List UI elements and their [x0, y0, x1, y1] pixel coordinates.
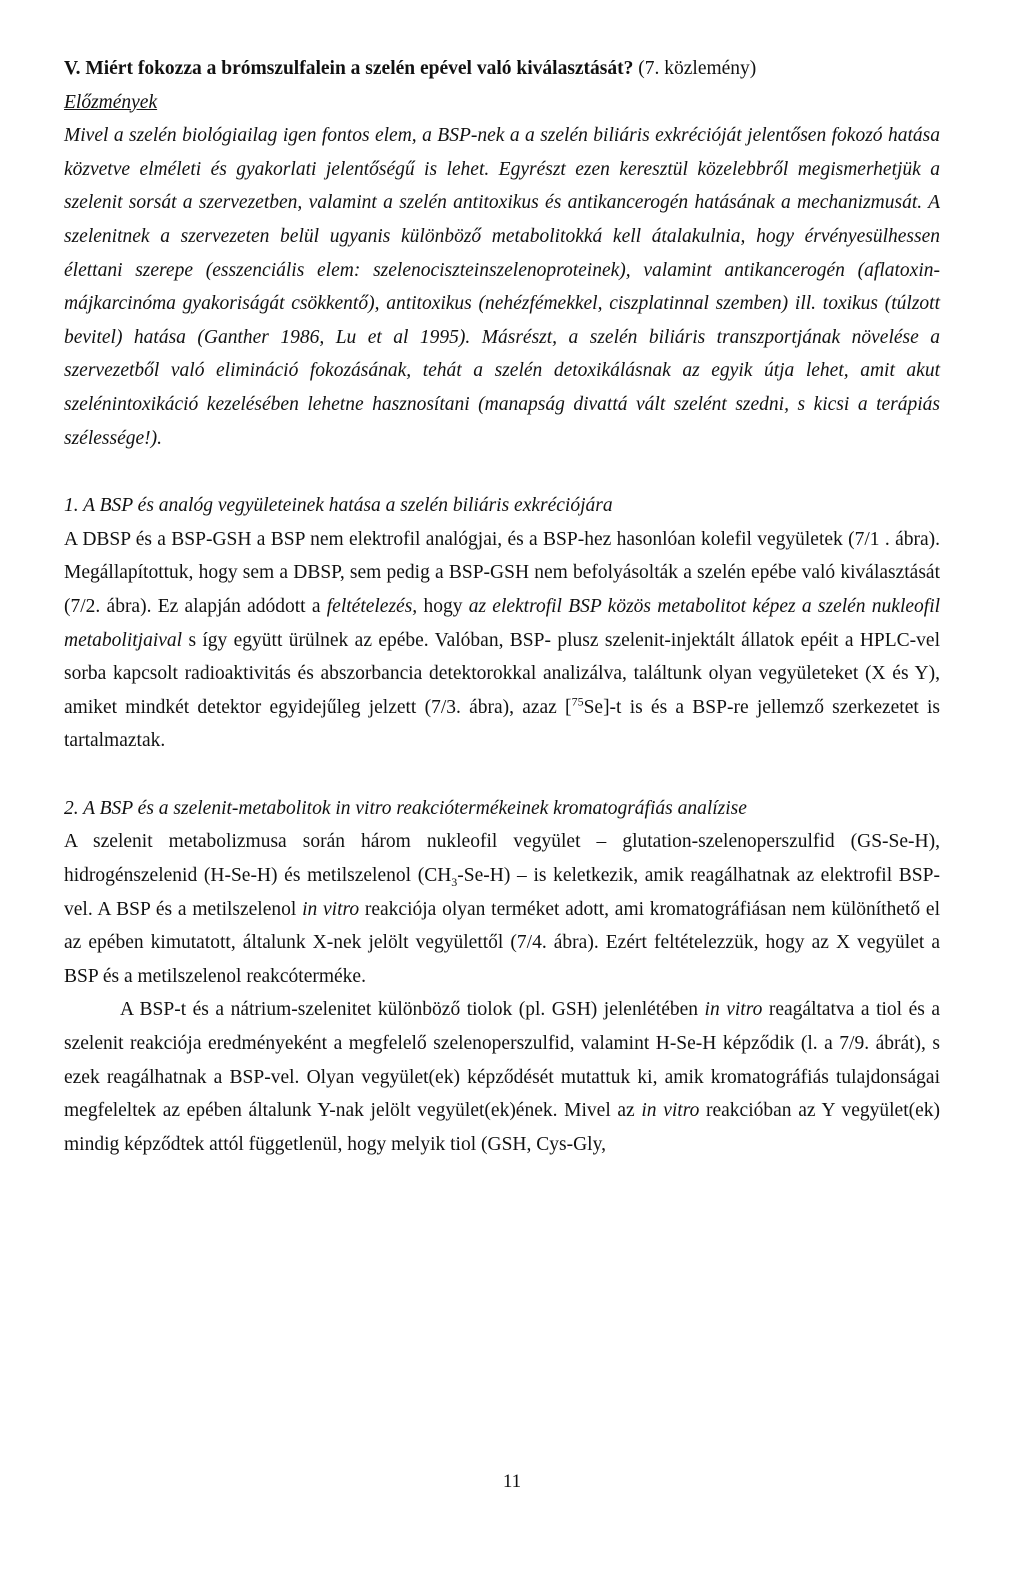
background-paragraph: Mivel a szelén biológiailag igen fontos elem, a BSP-nek a a szelén biliáris exkrécióját jelentősen fokozó hatása közvetve elméleti és gyakorlati jelentőségű is lehet. Egyrészt ezen keresztül közelebbről megismerhetjük a szelenit sorsát a szervezetben, valamint a szelén antitoxikus és antikancerogén hatásának a mechanizmusát. A szelenitnek a szervezeten belül ugyanis különböző metabolitokká kell átalakulnia, hogy érvényesülhessen élettani szerepe (esszenciális elem: szelenociszteinszelenoproteinek), valamint antikancerogén (aflatoxin-májkarcinóma gyakoriságát csökkentő), antitoxikus (nehézfémekkel, ciszplatinnal szemben) ill. toxikus (túlzott bevitel) hatása (Ganther 1986, Lu et al 1995). Másrészt, a szelén biliáris transzportjának növelése a szervezetből való elimináció fokozásának, tehát a szelén detoxikálásnak az egyik útja lehet, amit akut szelénintoxikáció kezelésében lehetne hasznosítani (manapság divattá vált szelént szedni, s kicsi a terápiás szélessége!). [64, 125, 940, 449]
page-number: 11 [502, 1471, 522, 1492]
section-1-text-e: s így együtt ürülnek az epébe. Valóban, BSP- plusz szelenit-injektált állatok epéit a HPLC-vel sorba kapcsolt radioaktivitás és abszorbancia detektorokkal analizálva, találtunk olyan vegyületeket (X és Y), amiket mindkét detektor egyidejűleg jelzett (7/3. ábra), azaz [ [64, 629, 940, 718]
section-2-p2-text-b: in vitro [704, 999, 763, 1021]
isotope-superscript: 75 [571, 694, 584, 709]
section-2-p2-text-a: A BSP-t és a nátrium-szelenitet különböző tiolok (pl. GSH) jelenlétében [120, 999, 698, 1021]
chapter-title [64, 52, 940, 86]
background-heading: Előzmények [64, 91, 158, 113]
section-1-text-f: Se]-t is és a BSP-re jellemző szerkezetet is tartalmaztak. [64, 696, 940, 752]
section-2-p1-text-c: in vitro [302, 898, 360, 920]
section-2-p1-text-b: -Se-H) – is keletkezik, amik reagálhatnak az elektrofil BSP-vel. A BSP és a metilszelenol [64, 865, 940, 920]
section-1-paragraph [64, 523, 940, 758]
page-content [64, 52, 940, 1161]
chapter-title-main: V. Miért fokozza a brómszulfalein a szelén epével való kiválasztását? [64, 58, 634, 79]
section-1-text-d: az elektrofil BSP közös metabolitot képez a szelén nukleofil metabolitjaival [64, 595, 941, 651]
section-2-p1-text-d: reakciója olyan terméket adott, ami kromatográfiásan nem különíthető el az epében kimutatott, általunk X-nek jelölt vegyülettől (7/4. ábra). Ezért feltételezzük, hogy az X vegyület a BSP és a metilszelenol reakcóterméke. [64, 898, 940, 987]
section-1-text-a: A DBSP és a BSP-GSH a BSP nem elektrofil analógjai, és a BSP-hez hasonlóan kolefil vegyületek (7/1 . ábra). Megállapítottuk, hogy sem a DBSP, sem pedig a BSP-GSH nem befolyásolták a szelén epébe való kiválasztását (7/2. ábra). Ez alapján adódott a [64, 528, 940, 617]
section-2-p1-text-a: A szelenit metabolizmusa során három nukleofil vegyület – glutation-szelenoperszulfid (GS-Se-H), hidrogénszelenid (H-Se-H) és metilszelenol (CH [64, 831, 940, 887]
section-1-heading: 1. A BSP és analóg vegyületeinek hatása a szelén biliáris exkréciójára [64, 495, 613, 517]
section-2-paragraph-2 [64, 993, 940, 1161]
section-2-p2-text-d: in vitro [641, 1100, 700, 1122]
section-2-p2-text-c: reagáltatva a tiol és a szelenit reakciója eredményeként a megfelelő szelenoperszulfid, valamint H-Se-H képződik (l. a 7/9. ábrát), s ezek reagálhatnak a BSP-vel. Olyan vegyület(ek) képződését mutattuk ki, amik kromatográfiás tulajdonságai megfeleltek az epében általunk Y-nak jelölt vegyület(ek)ének. Mivel az [64, 999, 941, 1122]
section-2-heading: 2. A BSP és a szelenit-metabolitok in vitro reakciótermékeinek kromatográfiás analízise [64, 797, 747, 819]
section-1-text-c: hogy [423, 595, 463, 617]
methyl-subscript: 3 [451, 874, 458, 889]
section-1-text-b: feltételezés, [326, 595, 418, 617]
section-2-p2-text-e: reakcióban az Y vegyület(ek) mindig képződtek attól függetlenül, hogy melyik tiol (GSH, Cys-Gly, [64, 1100, 941, 1155]
section-2-paragraph-1 [64, 825, 940, 993]
chapter-title-note: (7. közlemény) [638, 58, 757, 79]
